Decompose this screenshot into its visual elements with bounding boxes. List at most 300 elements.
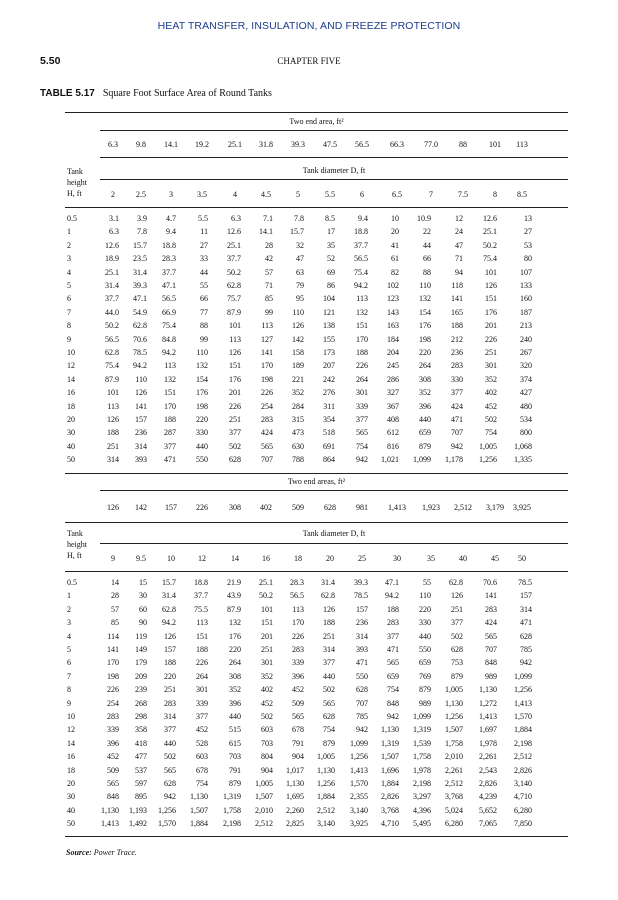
diameter-value: 4.5 — [261, 190, 271, 199]
end-area-value: 39.3 — [291, 140, 305, 149]
table-cell: 6,280 — [514, 805, 532, 815]
table-cell: 25.1 — [483, 227, 497, 237]
table-cell: 565 — [323, 698, 335, 708]
table-cell: 603 — [196, 752, 208, 762]
table-cell: 126 — [107, 415, 119, 424]
row-height-label: 12 — [67, 725, 75, 735]
table-cell: 283 — [164, 698, 176, 708]
table-cell: 1,130 — [190, 792, 208, 802]
table-cell: 47.1 — [385, 578, 399, 587]
row-height-label: 40 — [67, 441, 75, 451]
table-cell: 251 — [323, 631, 335, 641]
table-cell: 393 — [135, 455, 147, 465]
table-cell: 121 — [323, 307, 335, 317]
table-cell: 52 — [327, 254, 335, 264]
row-height-label: 6 — [67, 658, 71, 668]
table-cell: 94.2 — [385, 591, 399, 601]
table-cell: 39.3 — [133, 281, 147, 290]
row-height-label: 40 — [67, 805, 75, 815]
table-cell: 44 — [200, 267, 208, 277]
table-cell: 879 — [419, 685, 431, 695]
table-cell: 502 — [485, 415, 497, 424]
table-cell: 101 — [261, 604, 273, 614]
table-cell: 132 — [419, 294, 431, 304]
table-cell: 2,512 — [514, 752, 532, 762]
table-cell: 41 — [391, 240, 399, 250]
table-cell: 396 — [229, 698, 241, 708]
table-cell: 1,178 — [445, 455, 463, 465]
row-height-label: 7 — [67, 307, 71, 317]
table-cell: 791 — [229, 765, 241, 775]
table-cell: 518 — [323, 428, 335, 438]
table-cell: 44.0 — [105, 307, 119, 317]
end-area-value: 1,413 — [388, 503, 406, 512]
table-cell: 94.2 — [162, 618, 176, 628]
table-cell: 1,758 — [445, 738, 463, 748]
table-row — [65, 590, 568, 602]
diameter-value: 5.5 — [325, 190, 335, 199]
table-cell: 6.3 — [109, 227, 119, 237]
table-cell: 691 — [323, 441, 335, 451]
table-cell: 2,198 — [514, 738, 532, 748]
diameter-value: 2 — [111, 190, 115, 199]
table-cell: 110 — [419, 281, 431, 290]
table-cell: 377 — [196, 712, 208, 721]
section-divider-rule — [65, 473, 568, 474]
table-cell: 352 — [261, 671, 273, 681]
table-cell: 848 — [485, 658, 497, 668]
end-area-value: 113 — [516, 140, 528, 149]
table-cell: 989 — [485, 671, 497, 681]
table-cell: 424 — [485, 618, 497, 628]
table-cell: 132 — [196, 361, 208, 371]
stub-h-ft-2: H, ft — [67, 551, 82, 560]
table-row — [65, 778, 568, 790]
table-cell: 565 — [356, 428, 368, 438]
table-cell: 114 — [107, 631, 119, 641]
table-cell: 44 — [423, 240, 431, 250]
table-cell: 2,543 — [479, 765, 497, 775]
end-area-value: 25.1 — [228, 140, 242, 149]
table-cell: 502 — [261, 712, 273, 721]
table-cell: 54.9 — [133, 307, 147, 317]
table-cell: 424 — [451, 401, 463, 411]
table-cell: 942 — [520, 658, 532, 668]
table-cell: 804 — [261, 752, 273, 762]
table-cell: 1,319 — [223, 792, 241, 802]
table-cell: 160 — [520, 294, 532, 304]
table-cell: 703 — [261, 738, 273, 748]
table-cell: 201 — [485, 321, 497, 331]
table-cell: 132 — [356, 307, 368, 317]
table-cell: 1,570 — [350, 779, 368, 788]
table-cell: 101 — [107, 388, 119, 398]
table-cell: 31.4 — [321, 578, 335, 587]
table-cell: 151 — [196, 631, 208, 641]
table-cell: 142 — [292, 334, 304, 344]
table-cell: 94.2 — [162, 348, 176, 357]
table-cell: 298 — [135, 712, 147, 721]
table-cell: 75.4 — [105, 361, 119, 371]
table-cell: 157 — [135, 415, 147, 424]
table-cell: 21.9 — [227, 578, 241, 587]
table-cell: 126 — [485, 281, 497, 290]
table-cell: 141 — [451, 294, 463, 304]
table-cell: 118 — [451, 281, 463, 290]
table-cell: 628 — [164, 779, 176, 788]
table-cell: 56.5 — [290, 591, 304, 601]
table-cell: 43.9 — [227, 591, 241, 601]
table-cell: 75.7 — [227, 294, 241, 304]
table-cell: 220 — [229, 645, 241, 654]
end-area-value: 14.1 — [164, 140, 178, 149]
table-cell: 879 — [323, 738, 335, 748]
table-cell: 126 — [451, 591, 463, 601]
table-cell: 707 — [356, 698, 368, 708]
table-row — [65, 293, 568, 305]
table-cell: 267 — [520, 348, 532, 357]
table-cell: 314 — [135, 441, 147, 451]
diameter-value: 7 — [429, 190, 433, 199]
diameter-value: 9 — [111, 554, 115, 563]
table-cell: 251 — [164, 685, 176, 695]
table-cell: 502 — [164, 752, 176, 762]
table-cell: 550 — [419, 645, 431, 654]
table-cell: 39.3 — [354, 578, 368, 587]
table-cell: 141 — [261, 348, 273, 357]
table-cell: 402 — [485, 388, 497, 398]
table-cell: 1,256 — [445, 712, 463, 721]
table-cell: 550 — [196, 455, 208, 465]
table-cell: 785 — [520, 645, 532, 654]
table-cell: 1,130 — [317, 765, 335, 775]
table-cell: 66 — [200, 294, 208, 304]
table-cell: 628 — [229, 455, 241, 465]
row-height-label: 16 — [67, 388, 75, 398]
diameter-row-2 — [65, 553, 568, 565]
table-cell: 659 — [419, 658, 431, 668]
table-cell: 320 — [520, 361, 532, 371]
table-cell: 659 — [419, 428, 431, 438]
table-cell: 314 — [164, 712, 176, 721]
table-cell: 126 — [292, 321, 304, 331]
table-cell: 173 — [323, 348, 335, 357]
table-cell: 1,130 — [381, 725, 399, 735]
diameter-value: 12 — [198, 554, 206, 563]
table-cell: 37.7 — [194, 591, 208, 601]
table-row — [65, 226, 568, 238]
table-cell: 104 — [323, 294, 335, 304]
table-cell: 78.5 — [518, 578, 532, 587]
row-height-label: 5 — [67, 645, 71, 654]
table-cell: 314 — [356, 631, 368, 641]
table-cell: 565 — [387, 658, 399, 668]
table-cell: 27 — [200, 240, 208, 250]
stub-height-2: height — [67, 540, 87, 549]
table-cell: 678 — [292, 725, 304, 735]
table-cell: 254 — [261, 401, 273, 411]
ends-title-2: Two end areas, ft² — [287, 477, 346, 486]
table-cell: 63 — [296, 267, 304, 277]
table-cell: 942 — [387, 712, 399, 721]
table-cell: 754 — [356, 441, 368, 451]
table-cell: 82 — [391, 267, 399, 277]
table-cell: 57 — [111, 604, 119, 614]
table-cell: 659 — [387, 671, 399, 681]
table-cell: 628 — [323, 712, 335, 721]
table-cell: 1,492 — [129, 819, 147, 829]
row-height-label: 6 — [67, 294, 71, 304]
ends-title-rule-2 — [100, 490, 568, 491]
table-cell: 358 — [135, 725, 147, 735]
table-cell: 628 — [520, 631, 532, 641]
table-cell: 879 — [451, 671, 463, 681]
diameter-title-1: Tank diameter D, ft — [302, 166, 366, 175]
table-cell: 2,512 — [445, 779, 463, 788]
table-cell: 23.5 — [133, 254, 147, 264]
table-cell: 4.7 — [166, 214, 176, 223]
table-cell: 7.8 — [137, 227, 147, 237]
table-cell: 154 — [196, 374, 208, 384]
table-cell: 50.2 — [227, 267, 241, 277]
table-cell: 1,335 — [514, 455, 532, 465]
stub-tank: Tank — [67, 167, 83, 176]
table-cell: 110 — [135, 374, 147, 384]
table-cell: 55 — [423, 578, 431, 587]
diameter-value: 6.5 — [392, 190, 402, 199]
table-cell: 283 — [387, 618, 399, 628]
table-cell: 69 — [327, 267, 335, 277]
end-area-value: 509 — [292, 503, 304, 512]
table-cell: 254 — [107, 698, 119, 708]
end-area-value: 402 — [260, 503, 272, 512]
ends-bottom-rule-2 — [65, 522, 568, 523]
table-cell: 1,099 — [413, 712, 431, 721]
table-cell: 132 — [229, 618, 241, 628]
header-bottom-rule-2 — [65, 571, 568, 572]
table-cell: 28 — [111, 591, 119, 601]
diameter-value: 18 — [294, 554, 302, 563]
table-cell: 1,099 — [413, 455, 431, 465]
end-area-value: 1,923 — [422, 503, 440, 512]
table-cell: 1,884 — [514, 725, 532, 735]
table-cell: 440 — [164, 738, 176, 748]
row-height-label: 9 — [67, 698, 71, 708]
table-cell: 226 — [261, 388, 273, 398]
table-cell: 95 — [296, 294, 304, 304]
table-cell: 1,256 — [479, 455, 497, 465]
table-row — [65, 751, 568, 763]
table-cell: 1,413 — [514, 698, 532, 708]
table-cell: 75.4 — [162, 321, 176, 331]
table-cell: 565 — [485, 631, 497, 641]
table-cell: 20 — [391, 227, 399, 237]
chapter-label: CHAPTER FIVE — [277, 56, 341, 66]
table-cell: 3.1 — [109, 214, 119, 223]
table-cell: 895 — [135, 792, 147, 802]
table-cell: 12.6 — [105, 240, 119, 250]
table-cell: 1,005 — [317, 752, 335, 762]
table-cell: 754 — [485, 428, 497, 438]
table-cell: 308 — [229, 671, 241, 681]
table-cell: 50.2 — [259, 591, 273, 601]
table-cell: 50.2 — [105, 321, 119, 331]
table-cell: 79 — [296, 281, 304, 290]
table-cell: 502 — [323, 685, 335, 695]
diameter-value: 2.5 — [136, 190, 146, 199]
table-cell: 283 — [107, 712, 119, 721]
row-height-label: 10 — [67, 712, 75, 721]
table-row — [65, 253, 568, 265]
table-cell: 198 — [107, 671, 119, 681]
table-cell: 226 — [485, 334, 497, 344]
table-cell: 66 — [423, 254, 431, 264]
table-cell: 3,140 — [350, 805, 368, 815]
ends-row-1 — [65, 139, 568, 151]
table-cell: 226 — [107, 685, 119, 695]
table-cell: 550 — [356, 671, 368, 681]
table-cell: 220 — [164, 671, 176, 681]
table-cell: 18.8 — [162, 240, 176, 250]
table-cell: 7.1 — [263, 214, 273, 223]
table-cell: 77 — [200, 307, 208, 317]
table-cell: 25.1 — [227, 240, 241, 250]
table-cell: 31.4 — [105, 281, 119, 290]
table-cell: 102 — [387, 281, 399, 290]
table-cell: 1,130 — [101, 805, 119, 815]
table-row — [65, 738, 568, 750]
table-cell: 7,065 — [479, 819, 497, 829]
table-cell: 754 — [196, 779, 208, 788]
table-cell: 251 — [107, 441, 119, 451]
table-cell: 377 — [229, 428, 241, 438]
table-cell: 226 — [196, 658, 208, 668]
row-height-label: 18 — [67, 401, 75, 411]
table-cell: 126 — [135, 388, 147, 398]
table-cell: 471 — [387, 645, 399, 654]
table-cell: 13 — [524, 214, 532, 223]
table-cell: 612 — [387, 428, 399, 438]
table-cell: 176 — [419, 321, 431, 331]
table-row — [65, 604, 568, 616]
table-cell: 2,260 — [286, 805, 304, 815]
table-cell: 515 — [229, 725, 241, 735]
table-cell: 440 — [323, 671, 335, 681]
table-cell: 141 — [135, 401, 147, 411]
table-cell: 1,068 — [514, 441, 532, 451]
table-cell: 113 — [261, 321, 273, 331]
row-height-label: 2 — [67, 240, 71, 250]
ends-row-2 — [65, 502, 568, 514]
table-cell: 37.7 — [354, 240, 368, 250]
table-cell: 452 — [261, 698, 273, 708]
table-cell: 3,140 — [514, 779, 532, 788]
table-cell: 2,826 — [514, 765, 532, 775]
table-cell: 268 — [135, 698, 147, 708]
ends-title-1: Two end area, ft² — [289, 117, 344, 126]
table-cell: 1,978 — [479, 738, 497, 748]
diameter-value: 3.5 — [197, 190, 207, 199]
table-row — [65, 267, 568, 279]
table-cell: 15 — [139, 578, 147, 587]
table-cell: 287 — [164, 428, 176, 438]
table-cell: 7,850 — [514, 819, 532, 829]
table-cell: 283 — [451, 361, 463, 371]
table-cell: 61 — [391, 254, 399, 264]
table-cell: 86 — [327, 281, 335, 290]
table-cell: 4,396 — [413, 805, 431, 815]
table-cell: 78.5 — [354, 591, 368, 601]
table-cell: 99 — [265, 307, 273, 317]
table-cell: 27 — [524, 227, 532, 237]
diameter-value: 6 — [360, 190, 364, 199]
table-cell: 31.4 — [133, 267, 147, 277]
table-cell: 754 — [323, 725, 335, 735]
table-cell: 480 — [520, 401, 532, 411]
table-cell: 18.8 — [354, 227, 368, 237]
row-height-label: 4 — [67, 631, 71, 641]
table-cell: 1,697 — [479, 725, 497, 735]
table-cell: 56.5 — [162, 294, 176, 304]
stub-h-ft: H, ft — [67, 189, 82, 198]
table-cell: 176 — [485, 307, 497, 317]
table-cell: 2,010 — [255, 805, 273, 815]
table-cell: 2,512 — [317, 805, 335, 815]
diameter-title-rule-2 — [100, 543, 568, 544]
source-text: Power Trace. — [93, 848, 137, 857]
table-cell: 1,884 — [317, 792, 335, 802]
table-cell: 90 — [139, 618, 147, 628]
header-bottom-rule-1 — [65, 207, 568, 208]
table-cell: 942 — [451, 441, 463, 451]
table-cell: 14.1 — [259, 227, 273, 237]
table-cell: 471 — [356, 658, 368, 668]
table-cell: 427 — [520, 388, 532, 398]
table-cell: 2,355 — [350, 792, 368, 802]
table-cell: 94.2 — [354, 281, 368, 290]
table-cell: 1,978 — [413, 765, 431, 775]
table-cell: 1,005 — [479, 441, 497, 451]
table-cell: 440 — [419, 631, 431, 641]
table-cell: 311 — [323, 401, 335, 411]
table-cell: 308 — [419, 374, 431, 384]
table-cell: 14 — [111, 578, 119, 587]
table-cell: 1,319 — [381, 738, 399, 748]
table-cell: 3,768 — [445, 792, 463, 802]
table-cell: 1,696 — [381, 765, 399, 775]
table-cell: 163 — [387, 321, 399, 331]
table-cell: 1,507 — [381, 752, 399, 762]
table-row — [65, 441, 568, 453]
table-cell: 245 — [387, 361, 399, 371]
table-row — [65, 698, 568, 710]
table-cell: 62.8 — [227, 281, 241, 290]
table-cell: 396 — [292, 671, 304, 681]
table-cell: 31.4 — [162, 591, 176, 601]
table-cell: 17 — [327, 227, 335, 237]
table-cell: 753 — [451, 658, 463, 668]
table-cell: 10.9 — [417, 214, 431, 223]
table-cell: 37.7 — [227, 254, 241, 264]
row-height-label: 3 — [67, 254, 71, 264]
table-cell: 240 — [520, 334, 532, 344]
table-cell: 1,507 — [255, 792, 273, 802]
row-height-label: 1 — [67, 591, 71, 601]
end-area-value: 88 — [459, 140, 467, 149]
table-cell: 3,297 — [413, 792, 431, 802]
table-cell: 1,695 — [286, 792, 304, 802]
table-row — [65, 684, 568, 696]
